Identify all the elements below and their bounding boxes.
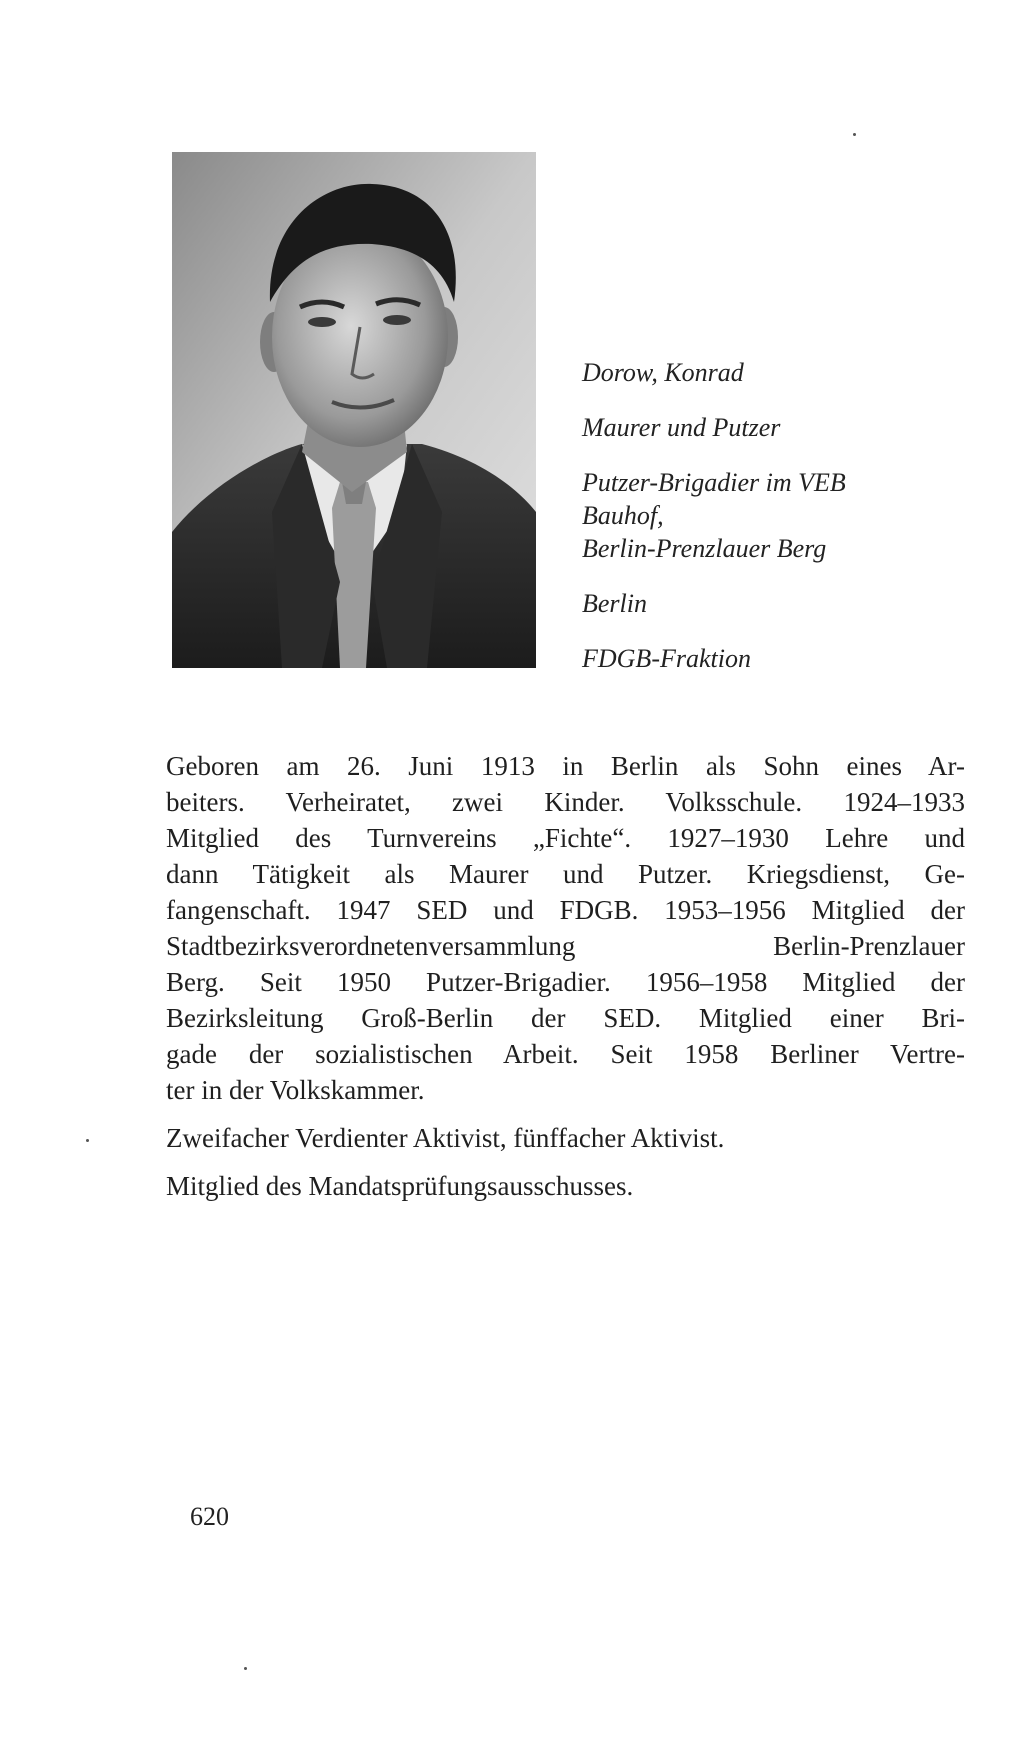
biography-line: beiters. Verheiratet, zwei Kinder. Volksschule. 1924–1933 xyxy=(166,787,965,817)
biography-line: Mitglied des Turnvereins „Fichte“. 1927–1930 Lehre und xyxy=(166,823,965,853)
faction: FDGB-Fraktion xyxy=(582,644,751,673)
profession: Maurer und Putzer xyxy=(582,413,781,442)
portrait-photo xyxy=(172,152,536,668)
portrait-photo-icon xyxy=(172,152,536,668)
committee-membership: Mitglied des Mandatsprüfungsausschusses. xyxy=(166,1171,634,1201)
person-name: Dorow, Konrad xyxy=(582,358,744,387)
biography-paragraph xyxy=(166,748,965,1108)
position-line: Bauhof, xyxy=(582,501,664,530)
biography-line: ter in der Volkskammer. xyxy=(166,1075,425,1105)
biography-line: Stadtbezirksverordnetenversammlung Berlin-Prenzlauer xyxy=(166,931,965,961)
scan-speck xyxy=(853,133,856,136)
page-number: 620 xyxy=(190,1502,229,1531)
scan-speck xyxy=(86,1139,89,1142)
biography xyxy=(166,748,965,1216)
biography-line: gade der sozialistischen Arbeit. Seit 1958 Berliner Vertre- xyxy=(166,1039,965,1069)
awards: Zweifacher Verdienter Aktivist, fünffacher Aktivist. xyxy=(166,1123,725,1153)
caption-block xyxy=(582,356,982,697)
biography-line: Berg. Seit 1950 Putzer-Brigadier. 1956–1958 Mitglied der xyxy=(166,967,965,997)
position-line: Berlin-Prenzlauer Berg xyxy=(582,534,827,563)
constituency: Berlin xyxy=(582,589,647,618)
position-line: Putzer-Brigadier im VEB xyxy=(582,468,846,497)
scan-speck xyxy=(244,1667,247,1670)
position xyxy=(582,466,982,565)
biography-line: Bezirksleitung Groß-Berlin der SED. Mitglied einer Bri- xyxy=(166,1003,965,1033)
biography-line: Geboren am 26. Juni 1913 in Berlin als Sohn eines Ar- xyxy=(166,751,965,781)
biography-line: dann Tätigkeit als Maurer und Putzer. Kriegsdienst, Ge- xyxy=(166,859,965,889)
biography-line: fangenschaft. 1947 SED und FDGB. 1953–1956 Mitglied der xyxy=(166,895,965,925)
